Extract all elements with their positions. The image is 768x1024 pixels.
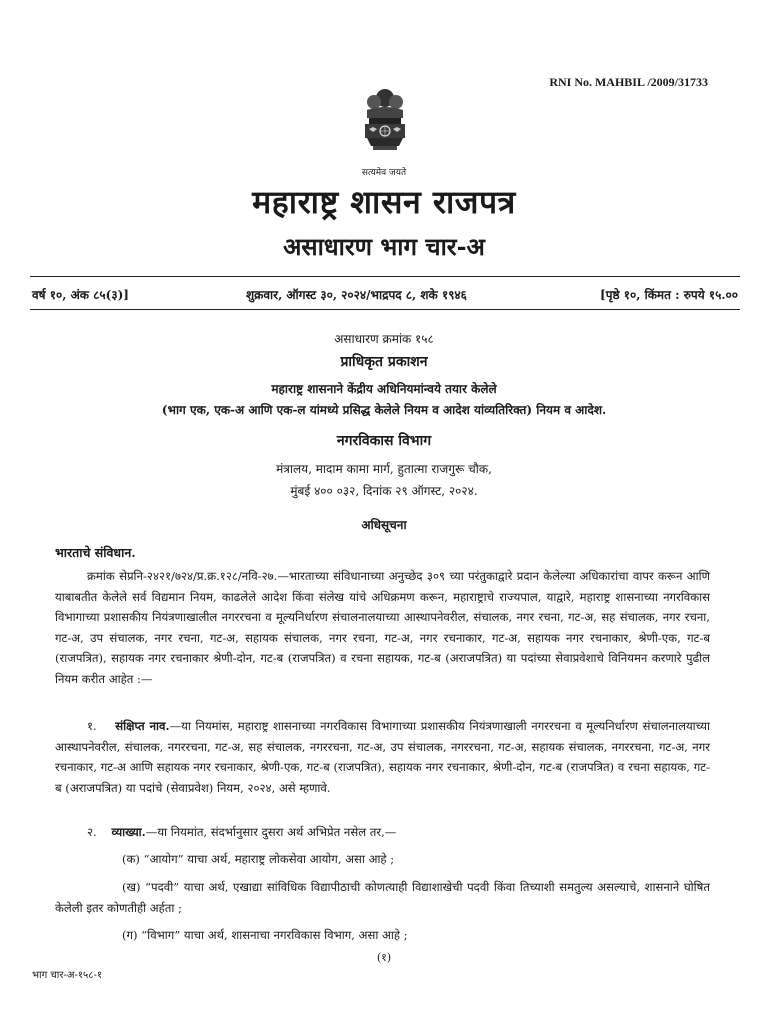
notice-scope-line2: (भाग एक, एक-अ आणि एक-ल यांमध्ये प्रसिद्ध केलेले नियम व आदेश यांव्यतिरिक्त) नियम व आदेश. — [161, 403, 607, 417]
rule-2-paragraph — [55, 822, 710, 843]
volume-issue: वर्ष १०, अंक ८५(३)] — [32, 288, 129, 302]
rni-number: RNI No. MAHBIL /2009/31733 — [549, 75, 708, 89]
rule-1-title: संक्षिप्त नाव. — [115, 719, 170, 733]
gazette-title: महाराष्ट्र शासन राजपत्र — [252, 183, 516, 221]
rule-1-paragraph — [55, 716, 710, 798]
definition-a: (क) “आयोग” याचा अर्थ, महाराष्ट्र लोकसेवा आयोग, असा आहे ; — [122, 852, 395, 866]
header-divider-bottom — [30, 309, 740, 310]
notification-heading: अधिसूचना — [361, 518, 407, 532]
page-number: (१) — [376, 951, 392, 964]
publication-date: शुक्रवार, ऑगस्ट ३०, २०२४/भाद्रपद ८, शके १९४६ — [246, 288, 467, 302]
header-divider-top — [30, 276, 740, 277]
constitution-heading: भारताचे संविधान. — [55, 545, 136, 560]
rule-2-title: व्याख्या. — [111, 825, 146, 839]
notice-scope-line1: महाराष्ट्र शासनाने केंद्रीय अधिनियमांन्वये तयार केलेले — [271, 382, 497, 396]
extraordinary-number: असाधारण क्रमांक १५८ — [334, 332, 434, 346]
preamble-paragraph: क्रमांक सेप्रनि-२४२१/७२४/प्र.क्र.१२८/नवि-२७.—भारताच्या संविधानाच्या अनुच्छेद ३०९ च्या परंतुकाद्वारे प्रदान केलेल्या अधिकारांचा वापर करून आणि याबाबतीत केलेले सर्व विद्यमान नियम, काढलेले आदेश किंवा संलेख यांचे अधिक्रमण करून, महाराष्ट्राचे राज्यपाल, याद्वारे, महाराष्ट्र शासनाच्या नगरविकास विभागाच्या प्रशासकीय नियंत्रणाखालील नगररचना व मूल्यनिर्धारण संचालनालयाच्या आस्थापनेवरील, संचालक, नगर रचना, गट-अ, सह संचालक, नगर रचना, गट-अ, उप संचालक, नगर रचना, गट-अ, सहायक संचालक, नगर रचना, गट-अ, नगर रचनाकार, गट-अ, सहायक नगर रचनाकार, श्रेणी-एक, गट-ब (राजपत्रित), सहायक नगर रचनाकार श्रेणी-दोन, गट-ब (राजपत्रित) व रचना सहायक, गट-ब (अराजपत्रित) या पदांच्या सेवाप्रवेशाचे विनियमन करणारे पुढील नियम करीत आहेत :— — [55, 569, 710, 686]
emblem-motto: सत्यमेव जयते — [361, 168, 407, 178]
address-line1: मंत्रालय, मादाम कामा मार्ग, हुतात्मा राजगुरू चौक, — [276, 462, 492, 476]
national-emblem-icon — [357, 84, 413, 164]
rule-1-text: —या नियमांस, महाराष्ट्र शासनाच्या नगरविकास विभागाच्या प्रशासकीय नियंत्रणाखाली नगररचना व मूल्यनिर्धारण संचालनालयाच्या आस्थापनेवरील, संचालक, नगररचना, गट-अ, सह संचालक, नगररचना, गट-अ, उप संचालक, नगररचना, गट-अ, सहायक संचालक, नगररचना, गट-अ, नगर रचनाकार, गट-अ आणि सहायक नगर रचनाकार, श्रेणी-एक, गट-ब (राजपत्रित), सहायक नगर रचनाकार, श्रेणी-दोन, गट-ब (राजपत्रित) व रचना सहायक, गट-ब (अराजपत्रित) या पदांचे (सेवाप्रवेश) नियम, २०२४, असे म्हणावे. — [55, 719, 710, 795]
definition-b: (ख) “पदवी” याचा अर्थ, एखाद्या सांविधिक विद्यापीठाची कोणत्याही विद्याशाखेची पदवी किंवा तिच्याशी समतुल्य असल्याचे, शासनाने घोषित केलेली इतर कोणतीही अर्हता ; — [55, 880, 710, 915]
address-line2: मुंबई ४०० ०३२, दिनांक २९ ऑगस्ट, २०२४. — [290, 484, 478, 498]
pages-price: [पृष्ठे १०, किंमत : रुपये १५.०० — [600, 288, 738, 302]
rule-1-number: १. — [87, 719, 97, 733]
authorized-publication: प्राधिकृत प्रकाशन — [340, 354, 428, 370]
rule-2-number: २. — [87, 825, 97, 839]
definition-c: (ग) “विभाग” याचा अर्थ, शासनाचा नगरविकास विभाग, असा आहे ; — [122, 928, 408, 942]
rule-2-text: —या नियमांत, संदर्भानुसार दुसरा अर्थ अभिप्रेत नसेल तर,— — [145, 825, 397, 839]
department-name: नगरविकास विभाग — [336, 433, 432, 449]
footer-code: भाग चार-अ-१५८-१ — [32, 970, 103, 981]
gazette-subtitle: असाधारण भाग चार-अ — [283, 232, 485, 261]
